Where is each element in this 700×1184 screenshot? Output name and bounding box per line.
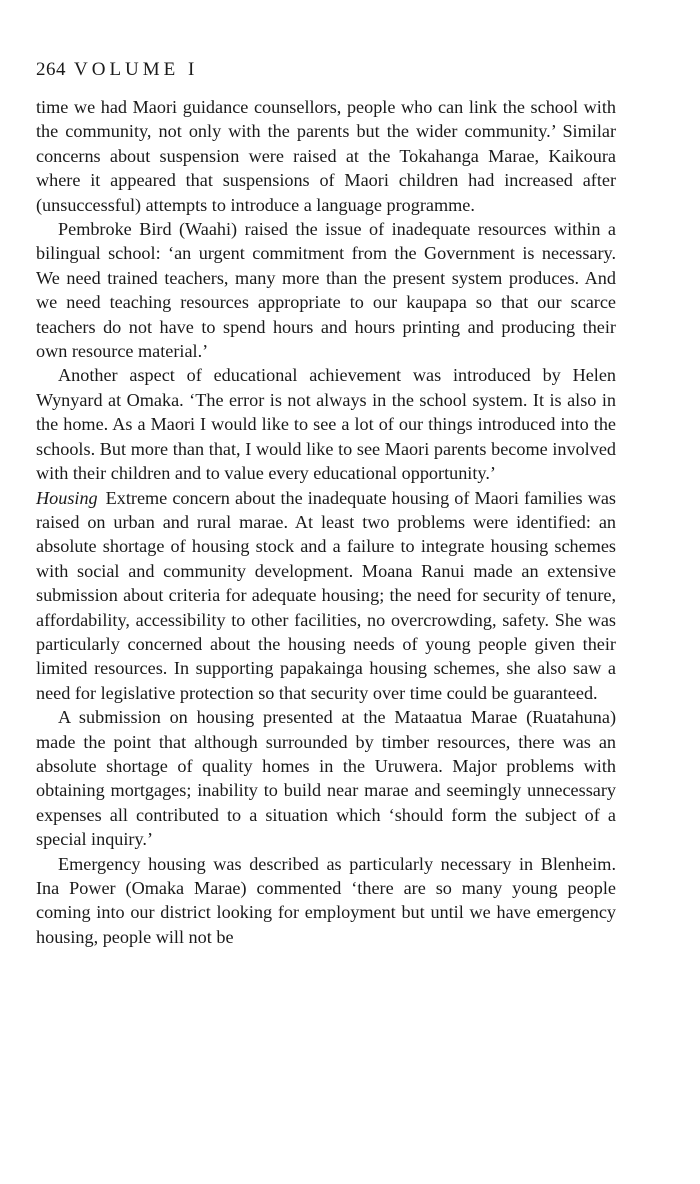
- running-header: [36, 58, 616, 82]
- paragraph-continuation: time we had Maori guidance counsellors, people who can link the school with the community, not only with the parents but the wider community.’ Similar concerns about suspension were raised at the Tokahanga Marae, Kaikoura where it appeared that suspensions of Maori children had increased after (unsuccessful) attempts to introduce a language programme.: [36, 97, 616, 215]
- document-page: [36, 58, 616, 949]
- housing-text: Extreme concern about the inadequate housing of Maori families was raised on urban and rural marae. At least two problems were identified: an absolute shortage of housing stock and a failure to integrate housing schemes with social and community development. Moana Ranui made an extensive submission about criteria for adequate housing; the need for security of tenure, affordability, accessibility to other facilities, no overcrowding, safety. She was particularly concerned about the housing needs of young people given their limited resources. In supporting papakainga housing schemes, she also saw a need for legislative protection so that security over time could be guaranteed.: [36, 487, 616, 703]
- paragraph-pembroke-bird: Pembroke Bird (Waahi) raised the issue of inadequate resources within a bilingual school: ‘an urgent commitment from the Government is necessary. We need trained teachers, many more than the present system produces. And we need teaching resources appropriate to our kaupapa so that our scarce teachers do not have to spend hours and hours printing and producing their own resource material.’: [36, 219, 616, 362]
- volume-label: VOLUME I: [74, 59, 199, 80]
- body-text: [36, 95, 616, 949]
- section-heading-housing: Housing: [36, 487, 98, 508]
- paragraph-helen-wynyard: Another aspect of educational achievement was introduced by Helen Wynyard at Omaka. ‘The error is not always in the school system. It is also in the home. As a Maori I would like to see a lot of our things introduced into the schools. But more than that, I would like to see Maori parents become involved with their children and to value every educational opportunity.’: [36, 365, 616, 484]
- paragraph-emergency-housing: Emergency housing was described as particularly necessary in Blenheim. Ina Power (Omaka Marae) commented ‘there are so many young people coming into our district looking for employment but until we have emergency housing, people will not be: [36, 853, 616, 947]
- paragraph-mataatua-marae: A submission on housing presented at the Mataatua Marae (Ruatahuna) made the point that although surrounded by timber resources, there was an absolute shortage of quality homes in the Uruwera. Major problems with obtaining mortgages; inability to build near marae and seemingly unnecessary expenses all contributed to a situation which ‘should form the subject of a special inquiry.’: [36, 707, 616, 850]
- paragraph-housing: [36, 486, 616, 706]
- page-number: 264: [36, 59, 66, 80]
